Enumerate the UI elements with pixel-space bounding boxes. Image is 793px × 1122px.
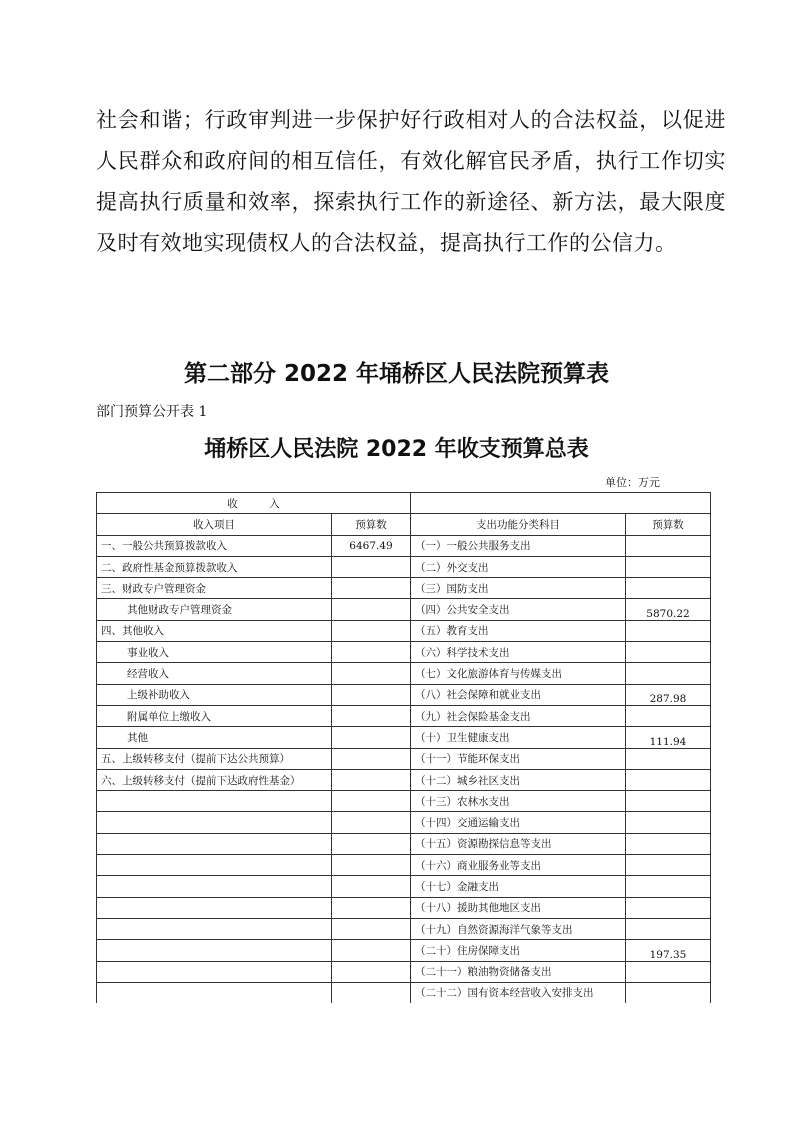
expense-value-cell xyxy=(626,876,711,897)
col-income-item: 收入项目 xyxy=(97,514,332,535)
expense-item-cell: （十六）商业服务业等支出 xyxy=(411,855,626,876)
expense-value-cell xyxy=(626,705,711,726)
income-item-cell xyxy=(97,791,332,812)
income-value-cell xyxy=(332,961,411,982)
income-value-cell xyxy=(332,748,411,769)
expense-value-cell xyxy=(626,791,711,812)
income-value-cell xyxy=(332,578,411,599)
expense-item-cell: （十三）农林水支出 xyxy=(411,791,626,812)
table-row xyxy=(97,982,711,1003)
income-value-cell xyxy=(332,833,411,854)
expense-value-cell xyxy=(626,769,711,790)
income-value-cell xyxy=(332,855,411,876)
table-row xyxy=(97,897,711,918)
expense-item-cell: （十一）节能环保支出 xyxy=(411,748,626,769)
table-row xyxy=(97,578,711,599)
expense-item-cell: （十四）交通运输支出 xyxy=(411,812,626,833)
income-item-cell: 三、财政专户管理资金 xyxy=(97,578,332,599)
table-row xyxy=(97,748,711,769)
table-row xyxy=(97,961,711,982)
expense-value-cell: 111.94 xyxy=(626,727,711,748)
income-item-cell xyxy=(97,876,332,897)
expense-item-cell: （二十二）国有资本经营收入安排支出 xyxy=(411,982,626,1003)
table-row xyxy=(97,599,711,620)
table-row xyxy=(97,663,711,684)
table-row xyxy=(97,940,711,961)
table-number: 部门预算公开表 1 xyxy=(96,404,208,420)
income-value-cell: 6467.49 xyxy=(332,535,411,556)
expense-item-cell: （二）外交支出 xyxy=(411,556,626,577)
income-item-cell xyxy=(97,812,332,833)
income-value-cell xyxy=(332,663,411,684)
expense-value-cell xyxy=(626,642,711,663)
income-item-cell: 五、上级转移支付（提前下达公共预算） xyxy=(97,748,332,769)
expense-value-cell xyxy=(626,855,711,876)
income-item-cell: 附属单位上缴收入 xyxy=(97,705,332,726)
expense-value-cell: 197.35 xyxy=(626,940,711,961)
expense-value-cell xyxy=(626,620,711,641)
group-header-row xyxy=(97,493,711,514)
expense-value-cell xyxy=(626,556,711,577)
expense-value-cell xyxy=(626,833,711,854)
income-item-cell: 其他 xyxy=(97,727,332,748)
expense-value-cell xyxy=(626,897,711,918)
income-item-cell: 其他财政专户管理资金 xyxy=(97,599,332,620)
income-value-cell xyxy=(332,769,411,790)
income-value-cell xyxy=(332,705,411,726)
table-row xyxy=(97,535,711,556)
income-group-header: 收 入 xyxy=(97,493,411,514)
income-item-cell: 经营收入 xyxy=(97,663,332,684)
income-item-cell: 六、上级转移支付（提前下达政府性基金） xyxy=(97,769,332,790)
income-value-cell xyxy=(332,727,411,748)
income-item-cell xyxy=(97,940,332,961)
col-income-budget: 预算数 xyxy=(332,514,411,535)
expense-value-cell xyxy=(626,748,711,769)
table-row xyxy=(97,684,711,705)
table-row xyxy=(97,791,711,812)
income-item-cell: 四、其他收入 xyxy=(97,620,332,641)
expense-item-cell: （四）公共安全支出 xyxy=(411,599,626,620)
income-value-cell xyxy=(332,642,411,663)
expense-item-cell: （七）文化旅游体育与传媒支出 xyxy=(411,663,626,684)
income-value-cell xyxy=(332,812,411,833)
income-item-cell xyxy=(97,961,332,982)
expense-value-cell xyxy=(626,812,711,833)
income-value-cell xyxy=(332,918,411,939)
expense-item-cell: （一）一般公共服务支出 xyxy=(411,535,626,556)
table-row xyxy=(97,727,711,748)
income-item-cell: 上级补助收入 xyxy=(97,684,332,705)
income-item-cell xyxy=(97,897,332,918)
table-row xyxy=(97,769,711,790)
expense-value-cell xyxy=(626,535,711,556)
table-row xyxy=(97,876,711,897)
income-item-cell: 二、政府性基金预算拨款收入 xyxy=(97,556,332,577)
income-item-cell xyxy=(97,918,332,939)
income-item-cell xyxy=(97,855,332,876)
expense-value-cell: 287.98 xyxy=(626,684,711,705)
income-value-cell xyxy=(332,982,411,1003)
budget-summary-table xyxy=(96,492,711,1003)
expense-item-cell: （十二）城乡社区支出 xyxy=(411,769,626,790)
table-row xyxy=(97,642,711,663)
expense-item-cell: （十九）自然资源海洋气象等支出 xyxy=(411,918,626,939)
table-row xyxy=(97,918,711,939)
expense-item-cell: （十八）援助其他地区支出 xyxy=(411,897,626,918)
expense-value-cell xyxy=(626,918,711,939)
table-title: 埇桥区人民法院 2022 年收支预算总表 xyxy=(204,437,589,462)
table-row xyxy=(97,705,711,726)
expense-item-cell: （八）社会保障和就业支出 xyxy=(411,684,626,705)
income-value-cell xyxy=(332,556,411,577)
income-item-cell xyxy=(97,833,332,854)
col-expense-item: 支出功能分类科目 xyxy=(411,514,626,535)
expense-item-cell: （十五）资源勘探信息等支出 xyxy=(411,833,626,854)
income-item-cell: 一、一般公共预算拨款收入 xyxy=(97,535,332,556)
income-value-cell xyxy=(332,599,411,620)
expense-item-cell: （六）科学技术支出 xyxy=(411,642,626,663)
table-row xyxy=(97,855,711,876)
intro-paragraph: 社会和谐；行政审判进一步保护好行政相对人的合法权益，以促进人民群众和政府间的相互信任，有效化解官民矛盾，执行工作切实提高执行质量和效率，探索执行工作的新途径、新方法，最大限度及时有效地实现债权人的合法权益，提高执行工作的公信力。 xyxy=(96,108,726,255)
column-header-row xyxy=(97,514,711,535)
expense-item-cell: （九）社会保险基金支出 xyxy=(411,705,626,726)
expense-group-header xyxy=(411,493,711,514)
table-row xyxy=(97,620,711,641)
expense-value-cell xyxy=(626,961,711,982)
expense-item-cell: （二十一）粮油物资储备支出 xyxy=(411,961,626,982)
expense-value-cell xyxy=(626,578,711,599)
table-row xyxy=(97,833,711,854)
table-row xyxy=(97,812,711,833)
expense-item-cell: （五）教育支出 xyxy=(411,620,626,641)
unit-label: 单位：万元 xyxy=(605,476,660,489)
expense-value-cell: 5870.22 xyxy=(626,599,711,620)
col-expense-budget: 预算数 xyxy=(626,514,711,535)
income-value-cell xyxy=(332,897,411,918)
income-value-cell xyxy=(332,684,411,705)
income-value-cell xyxy=(332,620,411,641)
income-item-cell: 事业收入 xyxy=(97,642,332,663)
expense-item-cell: （三）国防支出 xyxy=(411,578,626,599)
expense-value-cell xyxy=(626,982,711,1003)
income-value-cell xyxy=(332,940,411,961)
expense-item-cell: （十七）金融支出 xyxy=(411,876,626,897)
expense-item-cell: （十）卫生健康支出 xyxy=(411,727,626,748)
part-title: 第二部分 2022 年埇桥区人民法院预算表 xyxy=(183,361,610,387)
income-value-cell xyxy=(332,791,411,812)
income-value-cell xyxy=(332,876,411,897)
income-item-cell xyxy=(97,982,332,1003)
table-row xyxy=(97,556,711,577)
expense-item-cell: （二十）住房保障支出 xyxy=(411,940,626,961)
expense-value-cell xyxy=(626,663,711,684)
